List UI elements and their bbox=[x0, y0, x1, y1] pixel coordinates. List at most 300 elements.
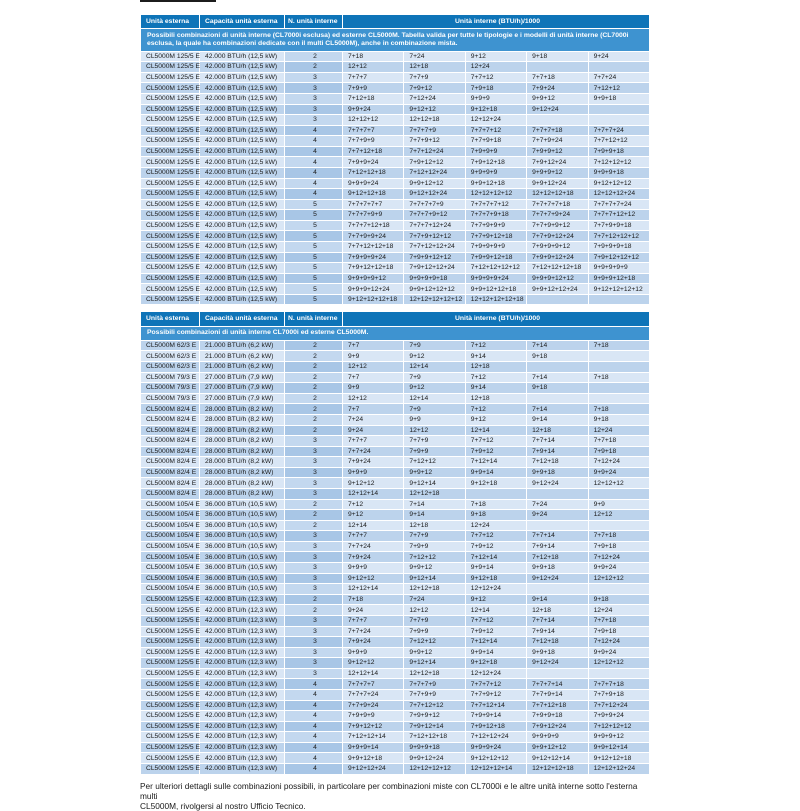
combo-cell: 7+7+9+9+12 bbox=[527, 220, 588, 231]
combo-cell: 7+7+14 bbox=[527, 436, 588, 447]
capacity-cell: 42.000 BTU/h (12,3 kW) bbox=[200, 764, 285, 775]
combo-cell: 9+9+12+12+18 bbox=[465, 284, 526, 295]
combo-cell: 7+9+9+12+18 bbox=[465, 252, 526, 263]
unit-cell: CL5000M 79/3 E bbox=[141, 372, 200, 383]
n-units-cell: 3 bbox=[285, 446, 343, 457]
table-note-row bbox=[141, 326, 650, 340]
capacity-cell: 36.000 BTU/h (10,5 kW) bbox=[200, 552, 285, 563]
unit-cell: CL5000M 79/3 E bbox=[141, 393, 200, 404]
table-row bbox=[141, 488, 650, 499]
unit-cell: CL5000M 125/5 E bbox=[141, 252, 200, 263]
combo-cell: 7+7+12 bbox=[465, 531, 526, 542]
capacity-cell: 42.000 BTU/h (12,5 kW) bbox=[200, 252, 285, 263]
combo-cell: 7+9+12+18 bbox=[465, 721, 526, 732]
unit-cell: CL5000M 125/5 E bbox=[141, 199, 200, 210]
combo-cell: 7+7+9+9+9 bbox=[465, 220, 526, 231]
combo-cell: 7+12+12+12+12 bbox=[465, 263, 526, 274]
table-row bbox=[141, 605, 650, 616]
combo-cell: 7+12+12+12 bbox=[588, 721, 649, 732]
combo-cell: 7+7+7+18 bbox=[588, 679, 649, 690]
capacity-cell: 28.000 BTU/h (8,2 kW) bbox=[200, 425, 285, 436]
combo-cell: 9+12+12+18 bbox=[343, 189, 404, 200]
combo-cell: 7+7+7+7+7 bbox=[343, 199, 404, 210]
column-header-1: Unità esterna bbox=[141, 15, 200, 29]
combo-cell: 12+12+24 bbox=[465, 668, 526, 679]
n-units-cell: 2 bbox=[285, 351, 343, 362]
combo-cell: 7+9+9+9+18 bbox=[588, 242, 649, 253]
combo-cell: 7+9+9+18 bbox=[527, 711, 588, 722]
unit-cell: CL5000M 125/5 E bbox=[141, 647, 200, 658]
table-row bbox=[141, 220, 650, 231]
combo-cell: 7+9+9+14 bbox=[465, 711, 526, 722]
unit-cell: CL5000M 82/4 E bbox=[141, 404, 200, 415]
combo-cell: 7+7+9+14 bbox=[527, 689, 588, 700]
combinations-table-1 bbox=[140, 14, 650, 305]
combo-cell: 7+7+7+7+9 bbox=[404, 199, 465, 210]
table-header-row bbox=[141, 15, 650, 29]
combo-cell: 12+12 bbox=[404, 605, 465, 616]
n-units-cell: 3 bbox=[285, 615, 343, 626]
table-row bbox=[141, 658, 650, 669]
unit-cell: CL5000M 125/5 E bbox=[141, 284, 200, 295]
combo-cell: 7+9+9+9 bbox=[343, 711, 404, 722]
combo-cell: 7+9+18 bbox=[588, 626, 649, 637]
combo-cell: 7+24 bbox=[404, 51, 465, 62]
combo-cell: 7+9+9+12+24 bbox=[527, 252, 588, 263]
combo-cell: 9+9+9+18 bbox=[588, 167, 649, 178]
n-units-cell: 3 bbox=[285, 104, 343, 115]
combo-cell: 12+24 bbox=[465, 62, 526, 73]
n-units-cell: 5 bbox=[285, 273, 343, 284]
combo-cell: 7+9+9+12+12 bbox=[404, 252, 465, 263]
unit-cell: CL5000M 125/5 E bbox=[141, 210, 200, 221]
combo-cell: 7+7+24 bbox=[343, 446, 404, 457]
unit-cell: CL5000M 125/5 E bbox=[141, 700, 200, 711]
combo-cell: 9+9+12+14 bbox=[588, 742, 649, 753]
n-units-cell: 4 bbox=[285, 700, 343, 711]
n-units-cell: 4 bbox=[285, 732, 343, 743]
n-units-cell: 3 bbox=[285, 488, 343, 499]
combo-cell bbox=[588, 393, 649, 404]
combo-cell: 9+9 bbox=[588, 499, 649, 510]
n-units-cell: 5 bbox=[285, 252, 343, 263]
capacity-cell: 42.000 BTU/h (12,5 kW) bbox=[200, 263, 285, 274]
capacity-cell: 42.000 BTU/h (12,5 kW) bbox=[200, 146, 285, 157]
combo-cell: 7+7+7+24 bbox=[588, 125, 649, 136]
table-row bbox=[141, 125, 650, 136]
combo-cell: 12+12 bbox=[588, 510, 649, 521]
capacity-cell: 42.000 BTU/h (12,5 kW) bbox=[200, 242, 285, 253]
table-row bbox=[141, 732, 650, 743]
n-units-cell: 5 bbox=[285, 220, 343, 231]
capacity-cell: 42.000 BTU/h (12,3 kW) bbox=[200, 615, 285, 626]
capacity-cell: 42.000 BTU/h (12,3 kW) bbox=[200, 594, 285, 605]
table-row bbox=[141, 115, 650, 126]
combo-cell: 9+12 bbox=[404, 351, 465, 362]
unit-cell: CL5000M 105/4 E bbox=[141, 510, 200, 521]
unit-cell: CL5000M 125/5 E bbox=[141, 689, 200, 700]
table-note-text: Possibili combinazioni di unità interne (CL7000i esclusa) ed esterne CL5000M. Tabella valida per tutte le tipologie e i modelli di unità interne (CL7000i esclusa, la quale ha combinazioni dedicate con il multi CL5000M), anche in combinazione mista. bbox=[141, 29, 650, 51]
unit-cell: CL5000M 125/5 E bbox=[141, 178, 200, 189]
combo-cell: 12+18 bbox=[404, 520, 465, 531]
combo-cell: 9+14 bbox=[527, 414, 588, 425]
capacity-cell: 36.000 BTU/h (10,5 kW) bbox=[200, 531, 285, 542]
unit-cell: CL5000M 125/5 E bbox=[141, 242, 200, 253]
capacity-cell: 42.000 BTU/h (12,3 kW) bbox=[200, 626, 285, 637]
combo-cell: 9+9+12+24 bbox=[404, 753, 465, 764]
combo-cell: 12+14 bbox=[404, 393, 465, 404]
combo-cell: 12+18 bbox=[404, 62, 465, 73]
combo-cell bbox=[527, 62, 588, 73]
capacity-cell: 21.000 BTU/h (6,2 kW) bbox=[200, 351, 285, 362]
capacity-cell: 42.000 BTU/h (12,5 kW) bbox=[200, 167, 285, 178]
combo-cell: 9+9+9+12+18 bbox=[588, 273, 649, 284]
combo-cell bbox=[588, 294, 649, 305]
unit-cell: CL5000M 125/5 E bbox=[141, 263, 200, 274]
combo-cell bbox=[588, 488, 649, 499]
n-units-cell: 3 bbox=[285, 531, 343, 542]
combo-cell: 7+9+14 bbox=[527, 446, 588, 457]
combo-cell: 12+12+14 bbox=[343, 488, 404, 499]
combo-cell: 9+12+12 bbox=[343, 658, 404, 669]
table-row bbox=[141, 573, 650, 584]
combo-cell: 7+7+9 bbox=[404, 531, 465, 542]
combo-cell: 7+14 bbox=[527, 340, 588, 351]
combo-cell: 7+12+12 bbox=[404, 457, 465, 468]
n-units-cell: 5 bbox=[285, 284, 343, 295]
n-units-cell: 4 bbox=[285, 146, 343, 157]
capacity-cell: 36.000 BTU/h (10,5 kW) bbox=[200, 499, 285, 510]
table-row bbox=[141, 467, 650, 478]
table-row bbox=[141, 594, 650, 605]
combo-cell: 9+9+18 bbox=[527, 467, 588, 478]
unit-cell: CL5000M 125/5 E bbox=[141, 104, 200, 115]
unit-cell: CL5000M 125/5 E bbox=[141, 605, 200, 616]
n-units-cell: 4 bbox=[285, 136, 343, 147]
unit-cell: CL5000M 125/5 E bbox=[141, 157, 200, 168]
combo-cell: 9+14 bbox=[527, 594, 588, 605]
table-row bbox=[141, 510, 650, 521]
n-units-cell: 4 bbox=[285, 125, 343, 136]
combo-cell: 9+12+24 bbox=[527, 573, 588, 584]
combo-cell bbox=[527, 668, 588, 679]
combo-cell: 9+9+12+18 bbox=[343, 753, 404, 764]
combo-cell bbox=[588, 351, 649, 362]
table-row bbox=[141, 404, 650, 415]
combo-cell: 9+9+9+9 bbox=[527, 732, 588, 743]
table-row bbox=[141, 457, 650, 468]
unit-cell: CL5000M 125/5 E bbox=[141, 115, 200, 126]
combo-cell: 7+7+18 bbox=[527, 72, 588, 83]
unit-cell: CL5000M 125/5 E bbox=[141, 711, 200, 722]
table-row bbox=[141, 284, 650, 295]
capacity-cell: 42.000 BTU/h (12,3 kW) bbox=[200, 637, 285, 648]
combo-cell: 7+12+18 bbox=[527, 637, 588, 648]
combo-cell: 7+9+12+12+18 bbox=[343, 263, 404, 274]
n-units-cell: 3 bbox=[285, 478, 343, 489]
table-row bbox=[141, 615, 650, 626]
combo-cell: 9+12+12+12+12 bbox=[588, 284, 649, 295]
capacity-cell: 42.000 BTU/h (12,5 kW) bbox=[200, 210, 285, 221]
unit-cell: CL5000M 125/5 E bbox=[141, 51, 200, 62]
combo-cell: 9+9+9+9+18 bbox=[404, 273, 465, 284]
combo-cell: 7+7+12+24 bbox=[404, 146, 465, 157]
table-row bbox=[141, 72, 650, 83]
combo-cell bbox=[588, 668, 649, 679]
unit-cell: CL5000M 125/5 E bbox=[141, 679, 200, 690]
combo-cell: 9+9+9+24 bbox=[343, 178, 404, 189]
combo-cell: 9+9+14 bbox=[465, 563, 526, 574]
capacity-cell: 42.000 BTU/h (12,5 kW) bbox=[200, 115, 285, 126]
combo-cell: 9+12+14 bbox=[404, 573, 465, 584]
unit-cell: CL5000M 125/5 E bbox=[141, 146, 200, 157]
capacity-cell: 42.000 BTU/h (12,5 kW) bbox=[200, 62, 285, 73]
n-units-cell: 3 bbox=[285, 647, 343, 658]
combo-cell: 9+12+24 bbox=[527, 104, 588, 115]
capacity-cell: 42.000 BTU/h (12,3 kW) bbox=[200, 742, 285, 753]
footer-line-2: CL5000M, rivolgersi al nostro Ufficio Tecnico. bbox=[140, 801, 306, 811]
capacity-cell: 42.000 BTU/h (12,5 kW) bbox=[200, 284, 285, 295]
unit-cell: CL5000M 125/5 E bbox=[141, 626, 200, 637]
combo-cell bbox=[465, 488, 526, 499]
capacity-cell: 42.000 BTU/h (12,3 kW) bbox=[200, 658, 285, 669]
combo-cell: 7+12+12+14 bbox=[343, 732, 404, 743]
combo-cell: 9+9+9+12+24 bbox=[343, 284, 404, 295]
combo-cell: 12+12+12 bbox=[588, 658, 649, 669]
combo-cell: 7+18 bbox=[588, 340, 649, 351]
combo-cell: 12+12 bbox=[343, 362, 404, 373]
combo-cell: 7+9+14 bbox=[527, 626, 588, 637]
unit-cell: CL5000M 105/4 E bbox=[141, 541, 200, 552]
combo-cell: 7+7+9+18 bbox=[465, 136, 526, 147]
combo-cell: 9+9+9+24 bbox=[465, 742, 526, 753]
unit-cell: CL5000M 125/5 E bbox=[141, 167, 200, 178]
capacity-cell: 27.000 BTU/h (7,9 kW) bbox=[200, 383, 285, 394]
n-units-cell: 4 bbox=[285, 679, 343, 690]
combo-cell: 7+12+14 bbox=[465, 552, 526, 563]
combo-cell: 9+9+18 bbox=[527, 647, 588, 658]
combo-cell bbox=[588, 104, 649, 115]
table-row bbox=[141, 51, 650, 62]
combo-cell: 7+7 bbox=[343, 372, 404, 383]
combo-cell: 9+9+24 bbox=[588, 563, 649, 574]
capacity-cell: 36.000 BTU/h (10,5 kW) bbox=[200, 541, 285, 552]
combo-cell: 7+9+12+24 bbox=[527, 721, 588, 732]
capacity-cell: 42.000 BTU/h (12,5 kW) bbox=[200, 51, 285, 62]
unit-cell: CL5000M 105/4 E bbox=[141, 573, 200, 584]
combo-cell: 7+7+7+7 bbox=[343, 679, 404, 690]
n-units-cell: 5 bbox=[285, 263, 343, 274]
combo-cell: 7+12+12 bbox=[588, 83, 649, 94]
combo-cell: 9+12+12+24 bbox=[343, 764, 404, 775]
combo-cell: 7+7+7+9+12 bbox=[404, 210, 465, 221]
table-row bbox=[141, 393, 650, 404]
combo-cell: 12+12+12+18 bbox=[527, 764, 588, 775]
combo-cell: 7+9+18 bbox=[465, 83, 526, 94]
combo-cell: 7+12+24 bbox=[588, 552, 649, 563]
combo-cell: 9+9+9 bbox=[343, 647, 404, 658]
table-row bbox=[141, 742, 650, 753]
combo-cell: 7+7+18 bbox=[588, 615, 649, 626]
combo-cell: 7+9+12+12 bbox=[343, 721, 404, 732]
capacity-cell: 42.000 BTU/h (12,5 kW) bbox=[200, 83, 285, 94]
cropped-text-artifact bbox=[140, 0, 216, 2]
n-units-cell: 3 bbox=[285, 436, 343, 447]
combo-cell bbox=[527, 584, 588, 595]
n-units-cell: 4 bbox=[285, 689, 343, 700]
combo-cell: 9+18 bbox=[588, 594, 649, 605]
combo-cell bbox=[588, 362, 649, 373]
combo-cell: 7+7+24 bbox=[343, 541, 404, 552]
combo-cell: 9+9+12 bbox=[404, 647, 465, 658]
n-units-cell: 2 bbox=[285, 404, 343, 415]
combo-cell: 7+7+14 bbox=[527, 615, 588, 626]
n-units-cell: 4 bbox=[285, 711, 343, 722]
combo-cell: 7+12+24 bbox=[588, 457, 649, 468]
capacity-cell: 42.000 BTU/h (12,5 kW) bbox=[200, 220, 285, 231]
unit-cell: CL5000M 105/4 E bbox=[141, 499, 200, 510]
table-row bbox=[141, 383, 650, 394]
table-row bbox=[141, 753, 650, 764]
table-row bbox=[141, 764, 650, 775]
combo-cell: 9+9+9+9+24 bbox=[465, 273, 526, 284]
capacity-cell: 27.000 BTU/h (7,9 kW) bbox=[200, 372, 285, 383]
capacity-cell: 42.000 BTU/h (12,5 kW) bbox=[200, 157, 285, 168]
combo-cell: 7+12 bbox=[343, 499, 404, 510]
capacity-cell: 42.000 BTU/h (12,5 kW) bbox=[200, 231, 285, 242]
tables-container bbox=[140, 14, 654, 811]
combo-cell: 7+7+7+12+12 bbox=[588, 210, 649, 221]
table-row bbox=[141, 478, 650, 489]
combo-cell: 7+9 bbox=[404, 340, 465, 351]
table-row bbox=[141, 414, 650, 425]
combo-cell: 7+7+9+9 bbox=[343, 136, 404, 147]
table-row bbox=[141, 372, 650, 383]
n-units-cell: 3 bbox=[285, 658, 343, 669]
combo-cell: 7+9+12 bbox=[465, 626, 526, 637]
n-units-cell: 4 bbox=[285, 167, 343, 178]
combo-cell: 9+12+12+12 bbox=[465, 753, 526, 764]
capacity-cell: 28.000 BTU/h (8,2 kW) bbox=[200, 436, 285, 447]
n-units-cell: 2 bbox=[285, 414, 343, 425]
combo-cell: 9+14 bbox=[465, 383, 526, 394]
combo-cell: 9+9+18 bbox=[588, 93, 649, 104]
unit-cell: CL5000M 105/4 E bbox=[141, 531, 200, 542]
combo-cell: 7+7+18 bbox=[588, 531, 649, 542]
combo-cell: 7+9+24 bbox=[527, 83, 588, 94]
column-header-4: Unità interne (BTU/h)/1000 bbox=[343, 312, 650, 326]
unit-cell: CL5000M 125/5 E bbox=[141, 273, 200, 284]
combo-cell: 9+9+12+12+12 bbox=[404, 284, 465, 295]
unit-cell: CL5000M 125/5 E bbox=[141, 231, 200, 242]
combo-cell: 7+12+24 bbox=[588, 637, 649, 648]
combo-cell: 7+7+9+9+18 bbox=[588, 220, 649, 231]
unit-cell: CL5000M 62/3 E bbox=[141, 362, 200, 373]
table-row bbox=[141, 136, 650, 147]
combo-cell: 7+7+7+18 bbox=[527, 125, 588, 136]
capacity-cell: 36.000 BTU/h (10,5 kW) bbox=[200, 573, 285, 584]
capacity-cell: 42.000 BTU/h (12,3 kW) bbox=[200, 732, 285, 743]
combo-cell: 7+7+12+14 bbox=[465, 700, 526, 711]
combo-cell: 7+7+12+12 bbox=[588, 136, 649, 147]
combo-cell: 9+12 bbox=[343, 510, 404, 521]
table-row bbox=[141, 104, 650, 115]
n-units-cell: 4 bbox=[285, 157, 343, 168]
combo-cell: 7+7+7+12+18 bbox=[343, 220, 404, 231]
n-units-cell: 2 bbox=[285, 510, 343, 521]
capacity-cell: 42.000 BTU/h (12,5 kW) bbox=[200, 93, 285, 104]
combo-cell: 9+9+14 bbox=[465, 467, 526, 478]
unit-cell: CL5000M 125/5 E bbox=[141, 753, 200, 764]
combo-cell: 7+7+7+12 bbox=[465, 125, 526, 136]
table-row bbox=[141, 531, 650, 542]
capacity-cell: 42.000 BTU/h (12,5 kW) bbox=[200, 72, 285, 83]
capacity-cell: 28.000 BTU/h (8,2 kW) bbox=[200, 404, 285, 415]
combo-cell: 9+24 bbox=[588, 51, 649, 62]
unit-cell: CL5000M 125/5 E bbox=[141, 220, 200, 231]
combo-cell: 9+12+18 bbox=[465, 478, 526, 489]
n-units-cell: 5 bbox=[285, 231, 343, 242]
capacity-cell: 42.000 BTU/h (12,5 kW) bbox=[200, 178, 285, 189]
combo-cell: 7+14 bbox=[527, 404, 588, 415]
capacity-cell: 21.000 BTU/h (6,2 kW) bbox=[200, 362, 285, 373]
combo-cell: 7+9+9+24 bbox=[343, 157, 404, 168]
combo-cell: 7+7+9+9 bbox=[404, 689, 465, 700]
combo-cell: 12+12+14 bbox=[343, 668, 404, 679]
combo-cell: 12+12+18 bbox=[404, 584, 465, 595]
combo-cell: 7+7+24 bbox=[588, 72, 649, 83]
capacity-cell: 28.000 BTU/h (8,2 kW) bbox=[200, 414, 285, 425]
combo-cell: 7+12+12 bbox=[404, 552, 465, 563]
combo-cell: 9+9+24 bbox=[588, 647, 649, 658]
table-row bbox=[141, 178, 650, 189]
combo-cell: 7+14 bbox=[527, 372, 588, 383]
combo-cell bbox=[527, 362, 588, 373]
combo-cell: 9+9+24 bbox=[343, 104, 404, 115]
capacity-cell: 28.000 BTU/h (8,2 kW) bbox=[200, 478, 285, 489]
combo-cell: 12+24 bbox=[588, 425, 649, 436]
table-note-text: Possibili combinazioni di unità interne CL7000i ed esterne CL5000M. bbox=[141, 326, 650, 340]
capacity-cell: 28.000 BTU/h (8,2 kW) bbox=[200, 488, 285, 499]
combo-cell: 7+7+12+12 bbox=[404, 700, 465, 711]
n-units-cell: 3 bbox=[285, 552, 343, 563]
combo-cell: 9+12+18 bbox=[465, 104, 526, 115]
unit-cell: CL5000M 125/5 E bbox=[141, 136, 200, 147]
combo-cell: 12+14 bbox=[404, 362, 465, 373]
combo-cell: 9+9+12 bbox=[527, 93, 588, 104]
combo-cell: 12+14 bbox=[465, 425, 526, 436]
n-units-cell: 4 bbox=[285, 742, 343, 753]
table-row bbox=[141, 499, 650, 510]
combo-cell: 9+24 bbox=[527, 510, 588, 521]
unit-cell: CL5000M 79/3 E bbox=[141, 383, 200, 394]
combo-cell: 12+18 bbox=[527, 425, 588, 436]
table-row bbox=[141, 541, 650, 552]
capacity-cell: 28.000 BTU/h (8,2 kW) bbox=[200, 467, 285, 478]
capacity-cell: 42.000 BTU/h (12,3 kW) bbox=[200, 700, 285, 711]
combo-cell: 9+9+9+14 bbox=[343, 742, 404, 753]
combo-cell: 7+7+7+7+18 bbox=[527, 199, 588, 210]
unit-cell: CL5000M 82/4 E bbox=[141, 436, 200, 447]
table-row bbox=[141, 711, 650, 722]
combo-cell: 7+7 bbox=[343, 340, 404, 351]
combo-cell: 9+9+12+18 bbox=[465, 178, 526, 189]
combo-cell: 7+18 bbox=[343, 51, 404, 62]
unit-cell: CL5000M 105/4 E bbox=[141, 520, 200, 531]
combo-cell: 7+7+12+12+18 bbox=[343, 242, 404, 253]
combo-cell: 12+12+12+24 bbox=[588, 764, 649, 775]
capacity-cell: 28.000 BTU/h (8,2 kW) bbox=[200, 457, 285, 468]
